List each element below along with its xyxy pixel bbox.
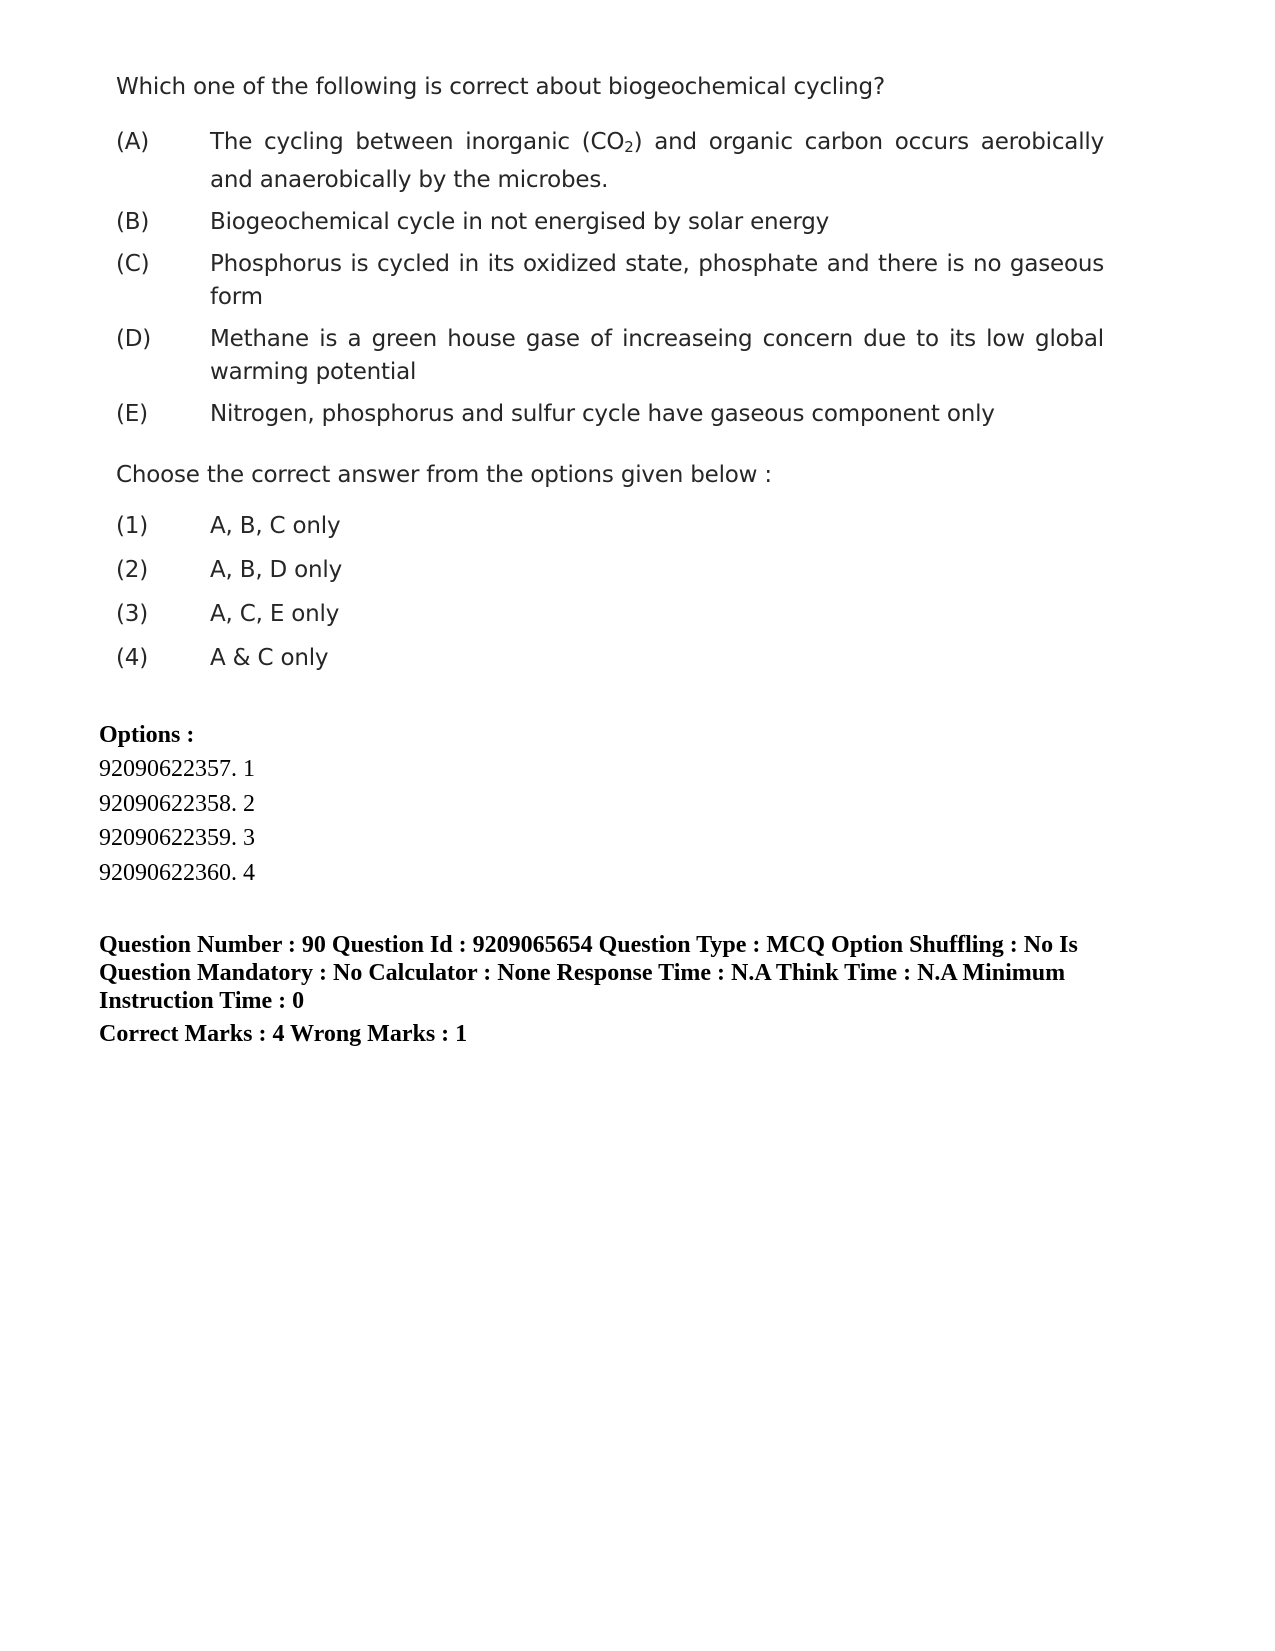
question-metadata [99, 931, 1149, 1048]
statement-a [116, 126, 1110, 197]
statement-letter: (D) [116, 326, 152, 352]
statement-letter: (A) [116, 129, 150, 155]
statement-text: The cycling between inorganic $(CO_2)$ and organic carbon occurs aerobically and anaerobically by the microbes. [210, 129, 1104, 193]
statement-letter: (E) [116, 401, 148, 427]
statement-text: Methane is a green house gase of increaseing concern due to its low global warming potential [210, 326, 1104, 385]
answer-number: (1) [116, 513, 148, 539]
answer-text: A, B, D only [210, 557, 343, 583]
metadata-line: Question Number : 90 Question Id : 9209065654 Question Type : MCQ Option Shuffling : No Is [99, 932, 1078, 958]
question-image [100, 70, 1110, 686]
statement-e [116, 398, 1110, 431]
options-title: Options : [99, 722, 195, 748]
statement-c [116, 248, 1110, 314]
option-item: 92090622360. 4 [99, 859, 255, 886]
answer-text: A, B, C only [210, 513, 341, 539]
statement-b [116, 206, 1110, 239]
answer-number: (2) [116, 557, 148, 583]
choose-instruction: Choose the correct answer from the options given below : [116, 462, 772, 488]
statement-text: Phosphorus is cycled in its oxidized state, phosphate and there is no gaseous form [210, 251, 1104, 310]
option-item: 92090622357. 1 [99, 756, 255, 782]
metadata-line: Instruction Time : 0 [99, 988, 305, 1014]
answer-choice-1 [116, 510, 1110, 543]
answer-text: A, C, E only [210, 601, 340, 627]
answer-number: (4) [116, 645, 148, 671]
options-list [99, 718, 255, 890]
statement-d [116, 323, 1110, 389]
marks-line: Correct Marks : 4 Wrong Marks : 1 [99, 1021, 468, 1047]
statement-letter: (C) [116, 251, 150, 277]
option-item: 92090622359. 3 [99, 825, 255, 851]
metadata-line: Question Mandatory : No Calculator : None Response Time : N.A Think Time : N.A Minimum [99, 960, 1066, 986]
answer-number: (3) [116, 601, 148, 627]
statement-text: Biogeochemical cycle in not energised by solar energy [210, 209, 830, 235]
statement-letter: (B) [116, 209, 150, 235]
question-stem: Which one of the following is correct about biogeochemical cycling? [116, 74, 885, 100]
option-item: 92090622358. 2 [99, 790, 255, 817]
subscript: 2 [624, 138, 634, 156]
answer-choice-4 [116, 642, 1110, 675]
answer-text: A & C only [210, 645, 329, 671]
answer-choice-2 [116, 554, 1110, 587]
answer-choice-3 [116, 598, 1110, 631]
statement-text: Nitrogen, phosphorus and sulfur cycle have gaseous component only [210, 401, 995, 427]
